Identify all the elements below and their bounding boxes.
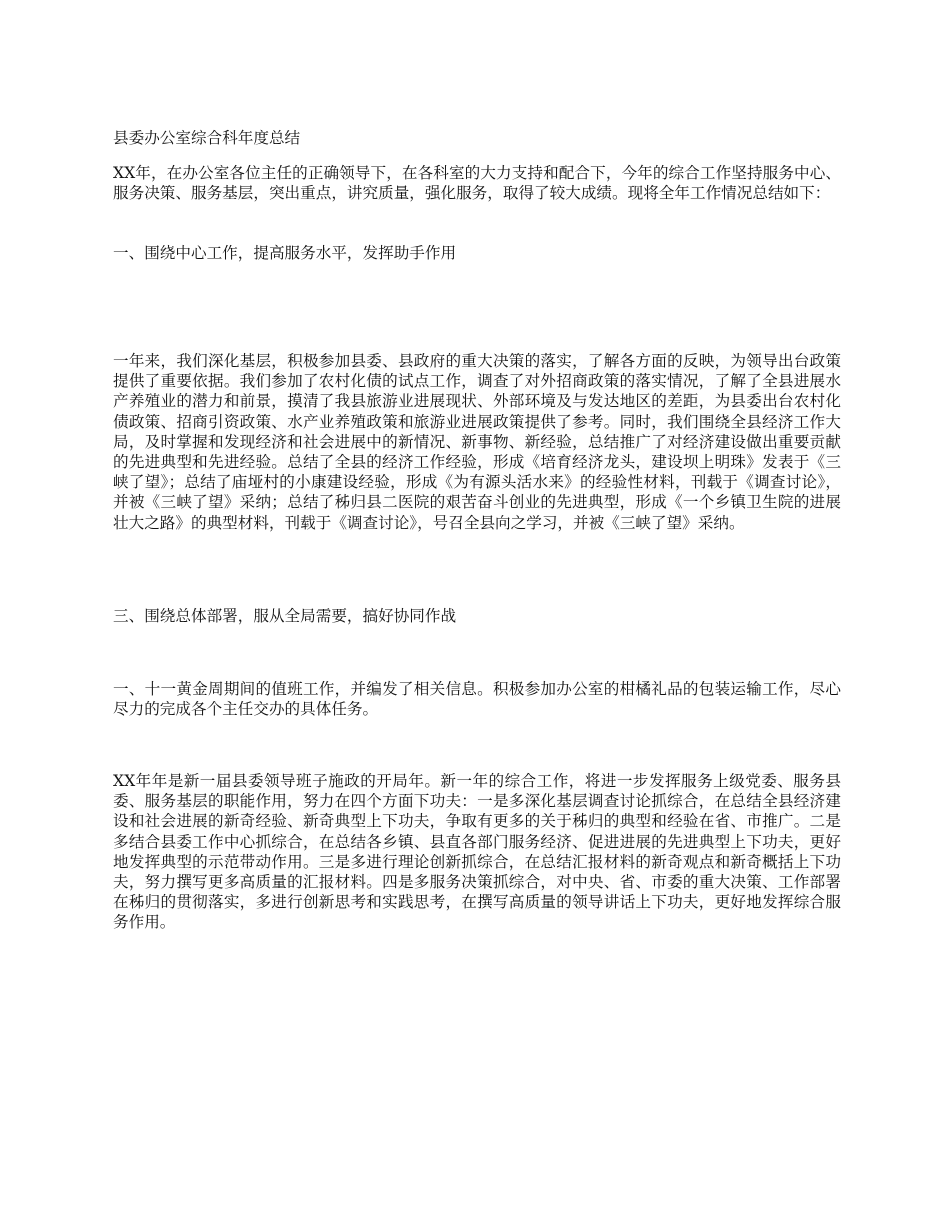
section-heading-1: 一、围绕中心工作，提高服务水平，发挥助手作用: [113, 244, 457, 262]
duty-paragraph: 一、十一黄金周期间的值班工作，并编发了相关信息。积极参加办公室的柑橘礼品的包装运输工作，尽心尽力的完成各个主任交办的具体任务。: [113, 680, 841, 719]
document-title: 县委办公室综合科年度总结: [113, 129, 301, 147]
intro-paragraph: XX年，在办公室各位主任的正确领导下，在各科室的大力支持和配合下，今年的综合工作坚持服务中心、服务决策、服务基层，突出重点，讲究质量，强化服务，取得了较大成绩。现将全年工作情况总结如下：: [113, 164, 841, 203]
document-page: [113, 0, 841, 1230]
plan-paragraph: XX年年是新一届县委领导班子施政的开局年。新一年的综合工作，将进一步发挥服务上级党委、服务县委、服务基层的职能作用，努力在四个方面下功夫：一是多深化基层调查讨论抓综合，在总结全县经济建设和社会进展的新奇经验、新奇典型上下功夫，争取有更多的关于秭归的典型和经验在省、市推广。二是多结合县委工作中心抓综合，在总结各乡镇、县直各部门服务经济、促进进展的先进典型上下功夫，更好地发挥典型的示范带动作用。三是多进行理论创新抓综合，在总结汇报材料的新奇观点和新奇概括上下功夫，努力撰写更多高质量的汇报材料。四是多服务决策抓综合，对中央、省、市委的重大决策、工作部署在秭归的贯彻落实，多进行创新思考和实践思考，在撰写高质量的领导讲话上下功夫，更好地发挥综合服务作用。: [113, 772, 841, 932]
section-heading-3: 三、围绕总体部署，服从全局需要，搞好协同作战: [113, 607, 457, 625]
section-1-paragraph: 一年来，我们深化基层，积极参加县委、县政府的重大决策的落实，了解各方面的反映，为领导出台政策提供了重要依据。我们参加了农村化债的试点工作，调查了对外招商政策的落实情况，了解了全县进展水产养殖业的潜力和前景，摸清了我县旅游业进展现状、外部环境及与发达地区的差距，为县委出台农村化债政策、招商引资政策、水产业养殖政策和旅游业进展政策提供了参考。同时，我们围绕全县经济工作大局，及时掌握和发现经济和社会进展中的新情况、新事物、新经验，总结推广了对经济建设做出重要贡献的先进典型和先进经验。总结了全县的经济工作经验，形成《培育经济龙头，建设坝上明珠》发表于《三峡了望》；总结了庙垭村的小康建设经验，形成《为有源头活水来》的经验性材料，刊载于《调查讨论》，并被《三峡了望》采纳；总结了秭归县二医院的艰苦奋斗创业的先进典型，形成《一个乡镇卫生院的进展壮大之路》的典型材料，刊载于《调查讨论》，号召全县向之学习，并被《三峡了望》采纳。: [113, 352, 841, 532]
